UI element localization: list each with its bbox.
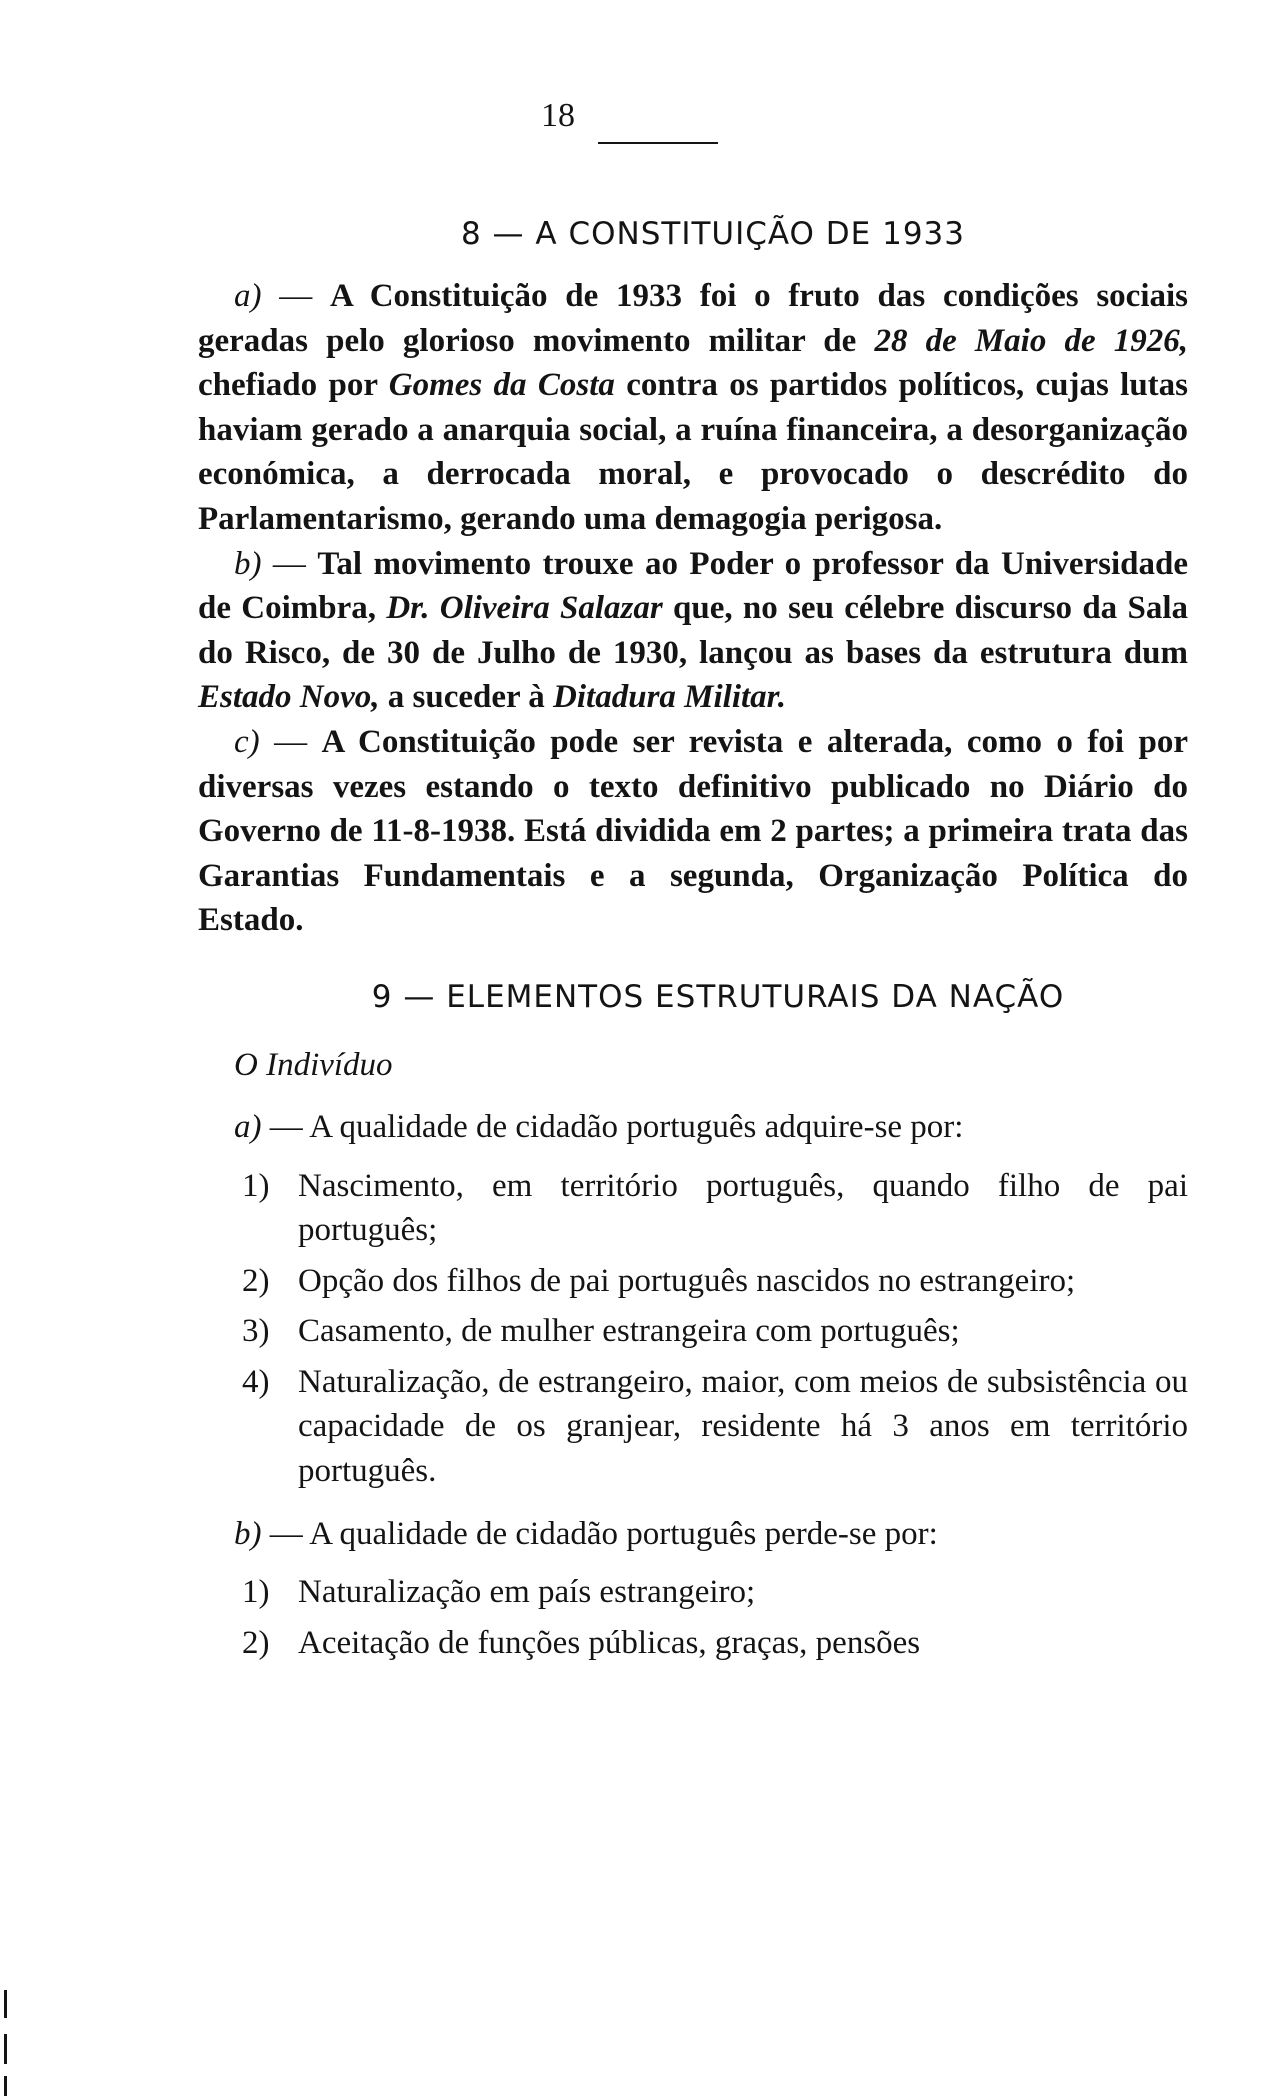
list-item-text: Opção dos filhos de pai português nascidos no estrangeiro; — [298, 1262, 1076, 1299]
scan-edge-mark — [4, 2034, 7, 2064]
paragraph-emphasis: Gomes da Costa — [388, 367, 615, 404]
section-8-paragraph-b — [198, 542, 1188, 720]
scan-edge-marks — [4, 1990, 10, 2096]
section-9-paragraph-b — [198, 1512, 1188, 1557]
paragraph-dash: — — [261, 1108, 310, 1145]
paragraph-emphasis: 28 de Maio de 1926, — [874, 322, 1189, 359]
paragraph-text: contra os partidos políticos, cujas lutas haviam gerado a anarquia social, a ruína financeira, a desorganização económica, a derrocada moral, e provocado o descrédito do Parlamentarismo, gerando uma demagogia perigosa. — [198, 367, 1189, 537]
list-item-number: 2) — [242, 1624, 270, 1661]
list-item — [198, 1360, 1188, 1494]
paragraph-text: A qualidade de cidadão português perde-se por: — [309, 1515, 938, 1552]
paragraph-letter: b) — [234, 1515, 262, 1552]
paragraph-emphasis: Dr. Oliveira Salazar — [386, 590, 663, 627]
section-8-paragraph-a — [198, 274, 1188, 542]
paragraph-letter: b) — [234, 545, 262, 582]
list-item — [198, 1309, 1188, 1354]
list-item — [198, 1164, 1188, 1253]
list-item — [198, 1259, 1188, 1304]
paragraph-text: A Constituição de 1933 foi o fruto das condições sociais geradas pelo glorioso movimento militar de — [198, 278, 1188, 359]
paragraph-letter: a) — [234, 278, 262, 314]
paragraph-dash: — — [261, 278, 330, 314]
scan-edge-mark — [4, 2076, 7, 2096]
scan-edge-mark — [4, 1990, 7, 2018]
paragraph-letter: c) — [234, 723, 260, 760]
list-item-text: Aceitação de funções públicas, graças, pensões — [298, 1624, 921, 1661]
list-item-number: 1) — [242, 1574, 270, 1611]
list-item-text: Casamento, de mulher estrangeira com português; — [298, 1313, 960, 1350]
list-item-number: 2) — [242, 1262, 270, 1299]
list-item — [198, 1570, 1188, 1615]
list-item-text: Naturalização em país estrangeiro; — [298, 1574, 756, 1611]
paragraph-text: Tal movimento trouxe ao Poder o professor da Universidade de Coimbra, — [198, 545, 1188, 627]
paragraph-text: chefiado por — [198, 367, 389, 404]
paragraph-dash: — — [261, 1515, 310, 1552]
list-item — [198, 1621, 1188, 1666]
section-8-heading: 8 — A CONSTITUIÇÃO DE 1933 — [460, 216, 966, 252]
paragraph-text: que, no seu célebre discurso da Sala do Risco, de 30 de Julho de 1930, lançou as bases da estrutura dum — [198, 590, 1188, 671]
section-9-heading: 9 — ELEMENTOS ESTRUTURAIS DA NAÇÃO — [371, 978, 1065, 1015]
paragraph-dash: — — [261, 545, 318, 582]
list-item-number: 1) — [242, 1167, 270, 1204]
section-9-paragraph-a — [198, 1105, 1188, 1150]
paragraph-letter: a) — [234, 1108, 262, 1145]
list-item-number: 4) — [242, 1363, 270, 1400]
loss-list — [198, 1570, 1188, 1665]
section-9-subheading: O Indivíduo — [234, 1046, 393, 1083]
paragraph-emphasis: Ditadura Militar. — [553, 679, 786, 716]
section-8-paragraph-c — [198, 720, 1188, 943]
paragraph-text: A Constituição pode ser revista e alterada, como o foi por diversas vezes estando o texto definitivo publicado no Diário do Governo de 11-8-1938. Está dividida em 2 partes; a primeira trata das Garantias Fundamentais e a segunda, Organização Política do Estado. — [198, 723, 1188, 939]
acquisition-list — [198, 1164, 1188, 1494]
page-number-rule — [598, 142, 718, 144]
paragraph-text: A qualidade de cidadão português adquire-se por: — [309, 1108, 964, 1145]
list-item-number: 3) — [242, 1313, 270, 1350]
paragraph-text: a suceder à — [379, 679, 554, 716]
list-item-text: Naturalização, de estrangeiro, maior, com meios de subsistência ou capacidade de os granjear, residente há 3 anos em território português. — [298, 1363, 1188, 1490]
paragraph-dash: — — [259, 723, 322, 760]
paragraph-emphasis: Estado Novo, — [198, 679, 380, 716]
document-page — [198, 96, 1188, 1683]
page-number: 18 — [541, 97, 575, 134]
list-item-text: Nascimento, em território português, quando filho de pai português; — [298, 1167, 1188, 1249]
